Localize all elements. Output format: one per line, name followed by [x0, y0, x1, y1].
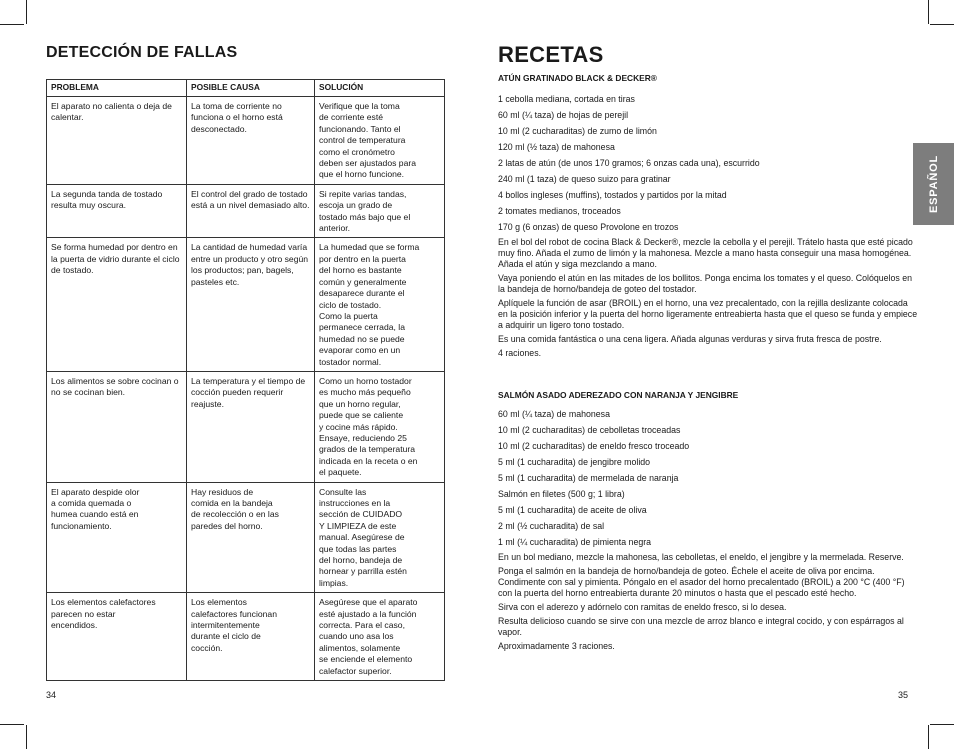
table-cell-cause: La toma de corriente no funciona o el horno está desconectado. [187, 97, 315, 185]
recipe-tuna [498, 73, 918, 359]
table-cell-solution: Si repite varias tandas, escoja un grado de tostado más bajo que el anterior. [315, 184, 445, 238]
table-cell-cause: Los elementos calefactores funcionan intermitentemente durante el ciclo de cocción. [187, 593, 315, 681]
table-cell-problem: Los elementos calefactores parecen no estar encendidos. [47, 593, 187, 681]
page-number: 34 [46, 690, 57, 700]
table-cell-cause: Hay residuos de comida en la bandeja de recolección o en las paredes del horno. [187, 482, 315, 593]
table-row [47, 238, 445, 371]
table-cell-solution: Consulte las instrucciones en la sección de CUIDADO Y LIMPIEZA de este manual. Asegúrese de que todas las partes del horno, bandeja de hornear y parrilla estén limpias. [315, 482, 445, 593]
column-header: POSIBLE CAUSA [187, 80, 315, 97]
ingredient-item: 10 ml (2 cucharaditas) de eneldo fresco troceado [498, 441, 690, 451]
ingredient-item: 5 ml (1 cucharadita) de aceite de oliva [498, 505, 647, 515]
ingredient-item: 5 ml (1 cucharadita) de jengibre molido [498, 457, 651, 467]
table-cell-problem: Los alimentos se sobre cocinan o no se cocinan bien. [47, 371, 187, 482]
recipe-salmon [498, 390, 918, 652]
table-row [47, 184, 445, 238]
table-row [47, 482, 445, 593]
table-cell-problem: Se forma humedad por dentro en la puerta de vidrio durante el ciclo de tostado. [47, 238, 187, 371]
table-cell-cause: La cantidad de humedad varía entre un producto y otro según los productos; pan, bagels, pasteles etc. [187, 238, 315, 371]
table-cell-solution: Asegúrese que el aparato esté ajustado a la función correcta. Para el caso, cuando uno asa los alimentos, solamente se enciende el elemento calefactor superior. [315, 593, 445, 681]
recipe-step: Sirva con el aderezo y adórnelo con ramitas de eneldo fresco, si lo desea. [498, 602, 787, 612]
crop-mark [26, 0, 27, 24]
table-cell-problem: El aparato despide olor a comida quemada o humea cuando está en funcionamiento. [47, 482, 187, 593]
recipe-step: Aplíquele la función de asar (BROIL) en el horno, una vez precalentado, con la rejilla deslizante colocada en la posición inferior y la puerta del horno ligeramente entreabierta hasta que el queso se funda y empiece a adquirir un ligero tono tostado. [498, 298, 918, 330]
column-header: SOLUCIÓN [315, 80, 445, 97]
table-cell-problem: El aparato no calienta o deja de calentar. [47, 97, 187, 185]
recipe-step: Ponga el salmón en la bandeja de horno/bandeja de goteo. Échele el aceite de oliva por encima. Condimente con sal y pimienta. Póngalo en el asador del horno precalentado (BROIL) a 200 °C (400 °F) con la puerta del horno entreabierta durante 20 minutos o hasta que el pescado esté hecho. [498, 566, 905, 598]
table-cell-solution: Como un horno tostador es mucho más pequeño que un horno regular, puede que se caliente y cocine más rápido. Ensaye, reduciendo 25 grados de la temperatura indicada en la receta o en el paquete. [315, 371, 445, 482]
crop-mark [928, 0, 929, 24]
recipe-step: 4 raciones. [498, 348, 542, 358]
table-cell-solution: La humedad que se forma por dentro en la puerta del horno es bastante común y generalmente desaparece durante el ciclo de tostado. Como la puerta permanece cerrada, la humedad no se puede evaporar como en un tostador normal. [315, 238, 445, 371]
ingredient-item: 2 latas de atún (de unos 170 gramos; 6 onzas cada una), escurrido [498, 158, 760, 168]
page-number: 35 [898, 690, 909, 700]
ingredient-item: 60 ml (¼ taza) de mahonesa [498, 409, 610, 419]
ingredient-item: 170 g (6 onzas) de queso Provolone en trozos [498, 222, 679, 232]
recipe-step: En el bol del robot de cocina Black & Decker®, mezcle la cebolla y el perejil. Trátelo hasta que esté picado muy fino. Añada el zumo de limón y la mahonesa. Mezcle a mano hasta conseguir una masa homogénea. Añada el atún y siga mezclando a mano. [498, 237, 913, 269]
crop-mark [0, 724, 24, 725]
recipe-title: SALMÓN ASADO ADEREZADO CON NARANJA Y JENGIBRE [498, 390, 739, 400]
recipe-step: En un bol mediano, mezcle la mahonesa, las cebolletas, el eneldo, el jengibre y la mermelada. Reserve. [498, 552, 904, 562]
ingredient-item: 1 cebolla mediana, cortada en tiras [498, 94, 635, 104]
recipe-step: Aproximadamente 3 raciones. [498, 641, 615, 651]
column-header: PROBLEMA [47, 80, 187, 97]
crop-mark [930, 24, 954, 25]
ingredient-item: 60 ml (¼ taza) de hojas de perejil [498, 110, 629, 120]
table-cell-cause: El control del grado de tostado está a un nivel demasiado alto. [187, 184, 315, 238]
ingredient-item: 5 ml (1 cucharadita) de mermelada de naranja [498, 473, 679, 483]
table-cell-problem: La segunda tanda de tostado resulta muy oscura. [47, 184, 187, 238]
recipe-title: ATÚN GRATINADO BLACK & DECKER® [498, 73, 657, 83]
table-row [47, 593, 445, 681]
ingredient-item: 120 ml (½ taza) de mahonesa [498, 142, 615, 152]
ingredient-item: 1 ml (¼ cucharadita) de pimienta negra [498, 537, 652, 547]
language-tab [913, 143, 954, 225]
ingredient-item: 4 bollos ingleses (muffins), tostados y partidos por la mitad [498, 190, 727, 200]
ingredient-item: 2 tomates medianos, troceados [498, 206, 621, 216]
crop-mark [26, 725, 27, 749]
table-cell-solution: Verifique que la toma de corriente esté funcionando. Tanto el control de temperatura como el cronómetro deben ser ajustados para que el horno funcione. [315, 97, 445, 185]
crop-mark [928, 725, 929, 749]
recipe-step: Es una comida fantástica o una cena ligera. Añada algunas verduras y sirva fruta fresca de postre. [498, 334, 882, 344]
ingredient-item: 240 ml (1 taza) de queso suizo para gratinar [498, 174, 671, 184]
table-cell-cause: La temperatura y el tiempo de cocción pueden requerir reajuste. [187, 371, 315, 482]
troubleshooting-table [46, 79, 445, 681]
ingredient-item: 2 ml (½ cucharadita) de sal [498, 521, 605, 531]
recipe-step: Resulta delicioso cuando se sirve con una mezcle de arroz blanco e integral cocido, y con espárragos al vapor. [498, 616, 904, 637]
page-title: RECETAS [498, 42, 604, 67]
ingredient-item: 10 ml (2 cucharaditas) de cebolletas troceadas [498, 425, 681, 435]
page-title: DETECCIÓN DE FALLAS [46, 44, 238, 61]
table-row [47, 97, 445, 185]
crop-mark [0, 24, 24, 25]
table-header-row [47, 80, 445, 97]
crop-mark [930, 724, 954, 725]
ingredient-item: Salmón en filetes (500 g; 1 libra) [498, 489, 625, 499]
language-tab-label: ESPAÑOL [927, 155, 940, 213]
recipe-step: Vaya poniendo el atún en las mitades de los bollitos. Ponga encima los tomates y el queso. Colóquelos en la bandeja de horno/bandeja de goteo del tostador. [498, 273, 913, 294]
table-row [47, 371, 445, 482]
ingredient-item: 10 ml (2 cucharaditas) de zumo de limón [498, 126, 657, 136]
